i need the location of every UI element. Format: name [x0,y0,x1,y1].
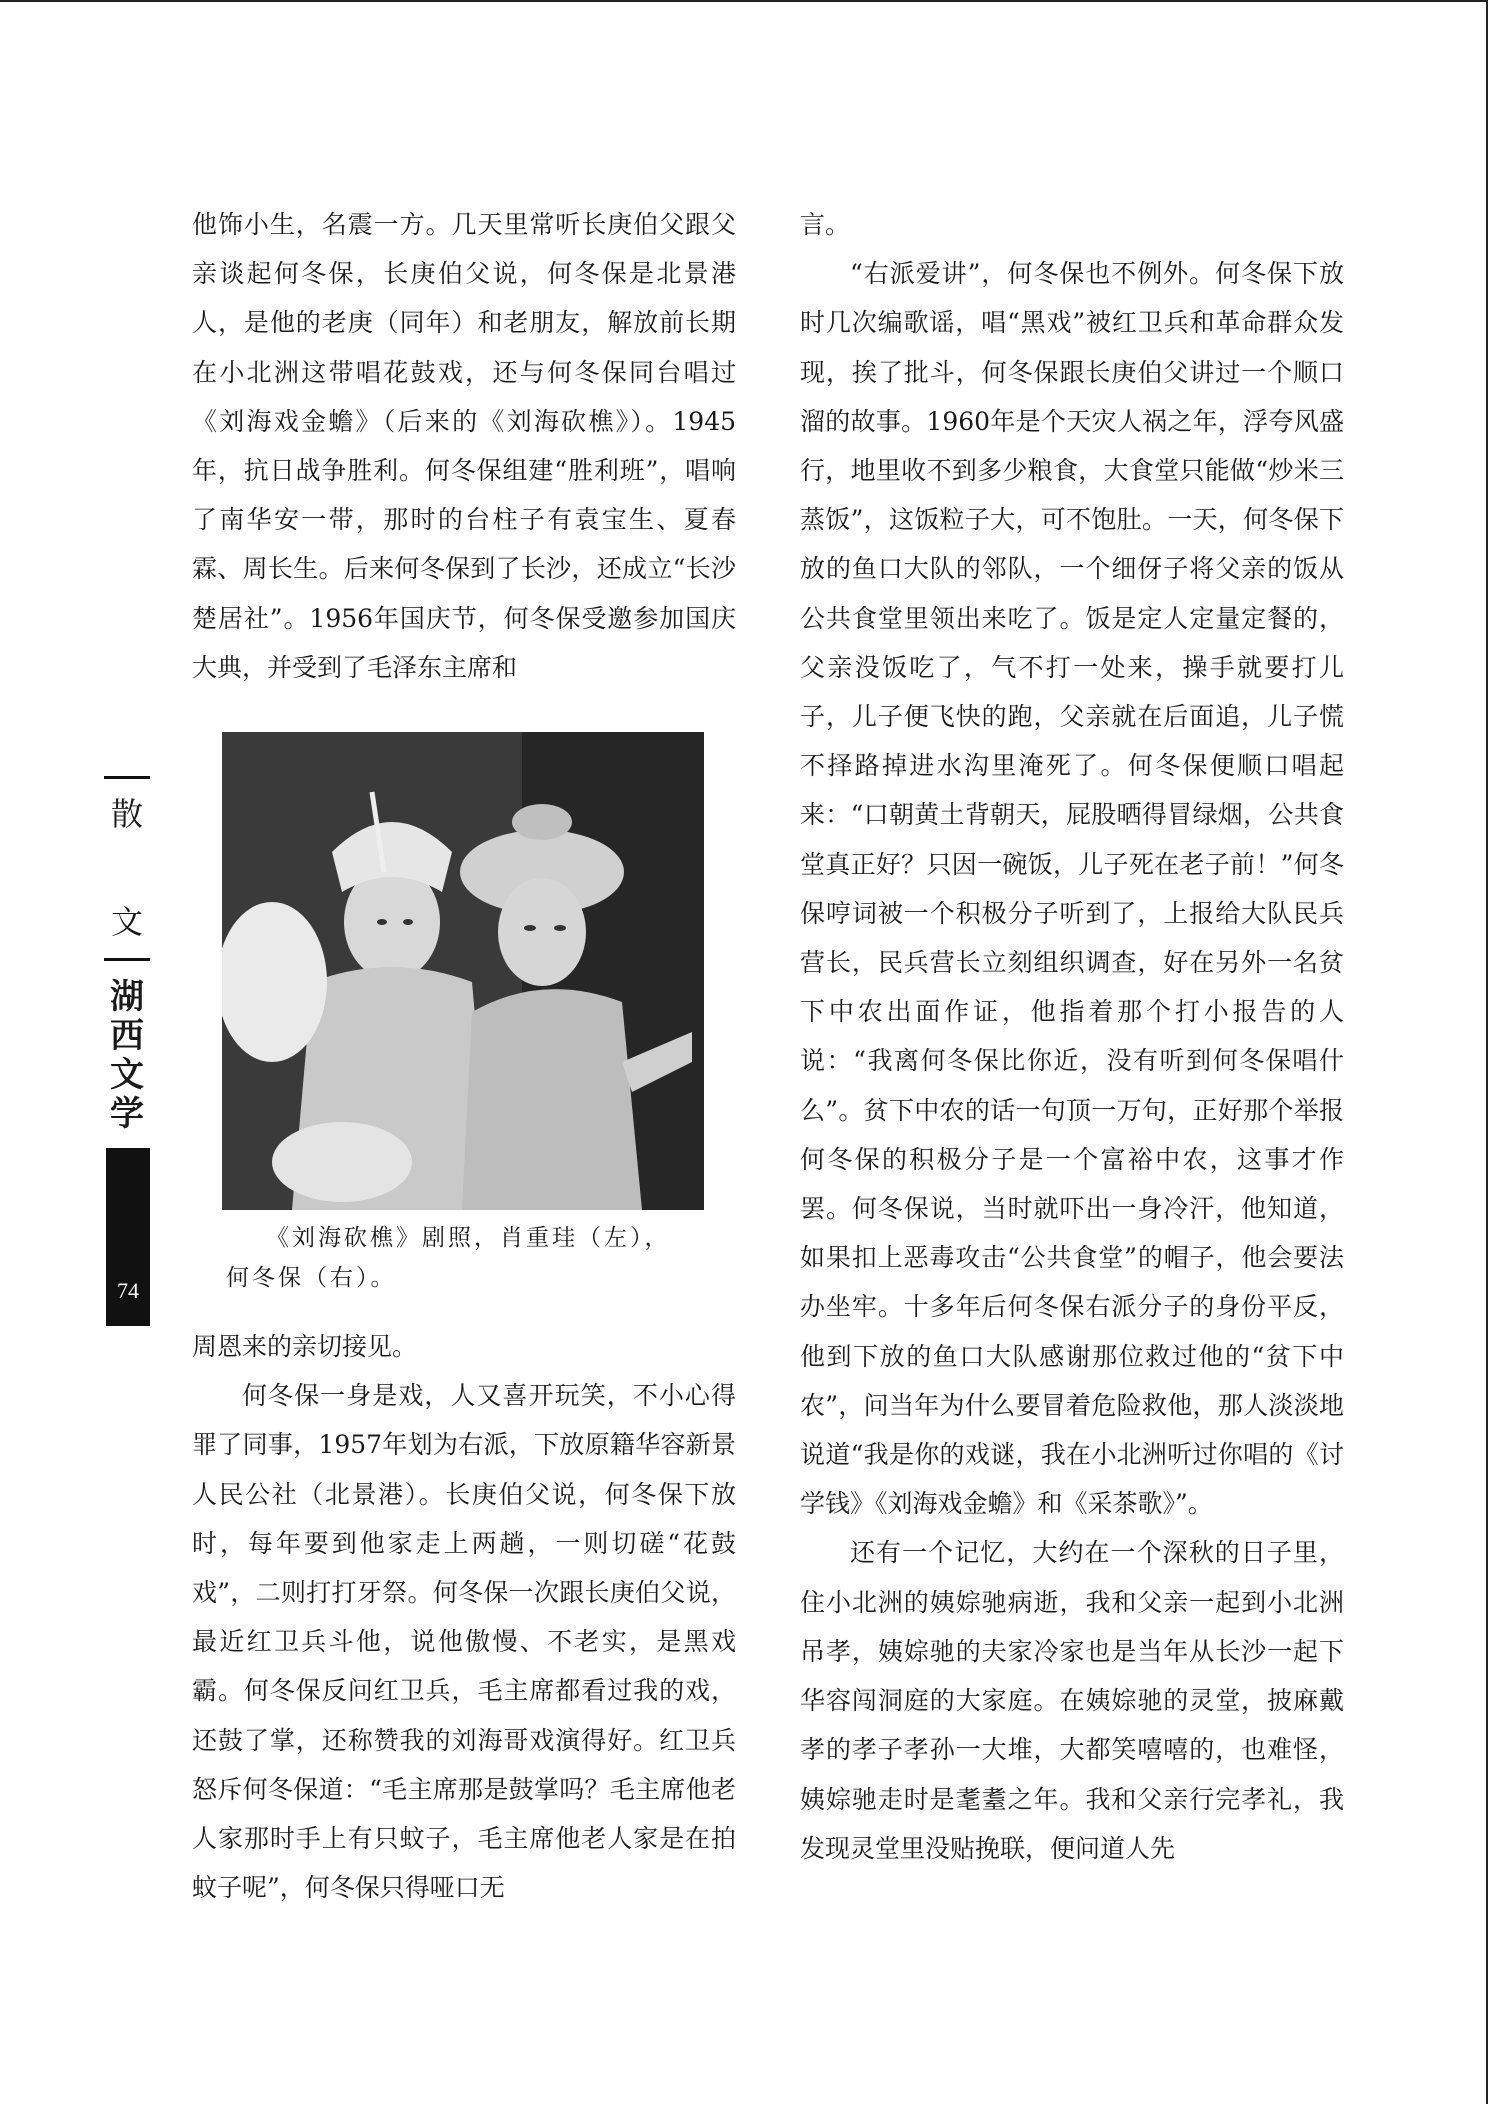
caption-line-2: 何冬保（右）。 [226,1265,397,1291]
page-number-block [106,1148,150,1326]
opera-photo [222,732,704,1210]
paragraph: 周恩来的亲切接见。 [192,1332,418,1361]
caption-line-1: 《刘海砍樵》剧照，肖重珪（左）， [266,1225,671,1251]
section-label-wen: 文 [110,903,143,941]
side-divider [104,958,150,961]
page-number: 74 [117,1278,139,1303]
top-border [0,0,1488,2]
paragraph: “右派爱讲”，何冬保也不例外。何冬保下放时几次编歌谣，唱“黑戏”被红卫兵和革命群众发现，挨了批斗，何冬保跟长庚伯父讲过一个顺口溜的故事。1960年是个天灾人祸之年，浮夸风盛行，地里收不到多少粮食，大食堂只能做“炒米三蒸饭”，这饭粒子大，可不饱肚。一天，何冬保下放的鱼口大队的邻队，一个细伢子将父亲的饭从公共食堂里领出来吃了。饭是定人定量定餐的，父亲没饭吃了，气不打一处来，操手就要打儿子，儿子便飞快的跑，父亲就在后面追，儿子慌不择路掉进水沟里淹死了。何冬保便顺口唱起来：“口朝黄土背朝天，屁股晒得冒绿烟，公共食堂真正好？只因一碗饭，儿子死在老子前！”何冬保哼词被一个积极分子听到了，上报给大队民兵营长，民兵营长立刻组织调查，好在另外一名贫下中农出面作证，他指着那个打小报告的人说：“我离何冬保比你近，没有听到何冬保唱什么”。贫下中农的话一句顶一万句，正好那个举报何冬保的积极分子是一个富裕中农，这事才作罢。何冬保说，当时就吓出一身冷汗，他知道，如果扣上恶毒攻击“公共食堂”的帽子，他会要法办坐牢。十多年后何冬保右派分子的身份平反，他到下放的鱼口大队感谢那位救过他的“贫下中农”，问当年为什么要冒着危险救他，那人淡淡地说道“我是你的戏谜，我在小北洲听过你唱的《讨学钱》《刘海戏金蟾》和《采茶歌》”。 [800,259,1344,1519]
paragraph: 言。 [800,210,851,239]
left-column-top [192,200,736,692]
paragraph: 何冬保一身是戏，人又喜开玩笑，不小心得罪了同事，1957年划为右派，下放原籍华容新景人民公社（北景港）。长庚伯父说，何冬保下放时，每年要到他家走上两趟，一则切磋“花鼓戏”，二则打打牙祭。何冬保一次跟长庚伯父说，最近红卫兵斗他，说他傲慢、不老实，是黑戏霸。何冬保反问红卫兵，毛主席都看过我的戏，还鼓了掌，还称赞我的刘海哥戏演得好。红卫兵怒斥何冬保道：“毛主席那是鼓掌吗？毛主席他老人家那时手上有只蚊子，毛主席他老人家是在拍蚊子呢”，何冬保只得哑口无 [192,1381,736,1903]
right-column [800,200,1344,1873]
side-divider [104,776,150,779]
paragraph: 他饰小生，名震一方。几天里常听长庚伯父跟父亲谈起何冬保，长庚伯父说，何冬保是北景港人，是他的老庚（同年）和老朋友，解放前长期在小北洲这带唱花鼓戏，还与何冬保同台唱过《刘海戏金蟾》（后来的《刘海砍樵》）。1945年，抗日战争胜利。何冬保组建“胜利班”，唱响了南华安一带，那时的台柱子有袁宝生、夏春霖、周长生。后来何冬保到了长沙，还成立“长沙楚居社”。1956年国庆节，何冬保受邀参加国庆大典，并受到了毛泽东主席和 [192,210,736,682]
paragraph: 还有一个记忆，大约在一个深秋的日子里，住小北洲的姨婃驰病逝，我和父亲一起到小北洲吊孝，姨婃驰的夫家冷家也是当年从长沙一起下华容闯洞庭的大家庭。在姨婃驰的灵堂，披麻戴孝的孝子孝孙一大堆，大都笑嘻嘻的，也难怪，姨婃驰走时是耄耋之年。我和父亲行完孝礼，我发现灵堂里没贴挽联，便问道人先 [800,1538,1344,1863]
magazine-title: 湖西文学 [110,977,144,1134]
left-column-bottom [192,1322,736,1912]
section-label-san: 散 [110,795,143,833]
photo-caption [226,1218,726,1298]
